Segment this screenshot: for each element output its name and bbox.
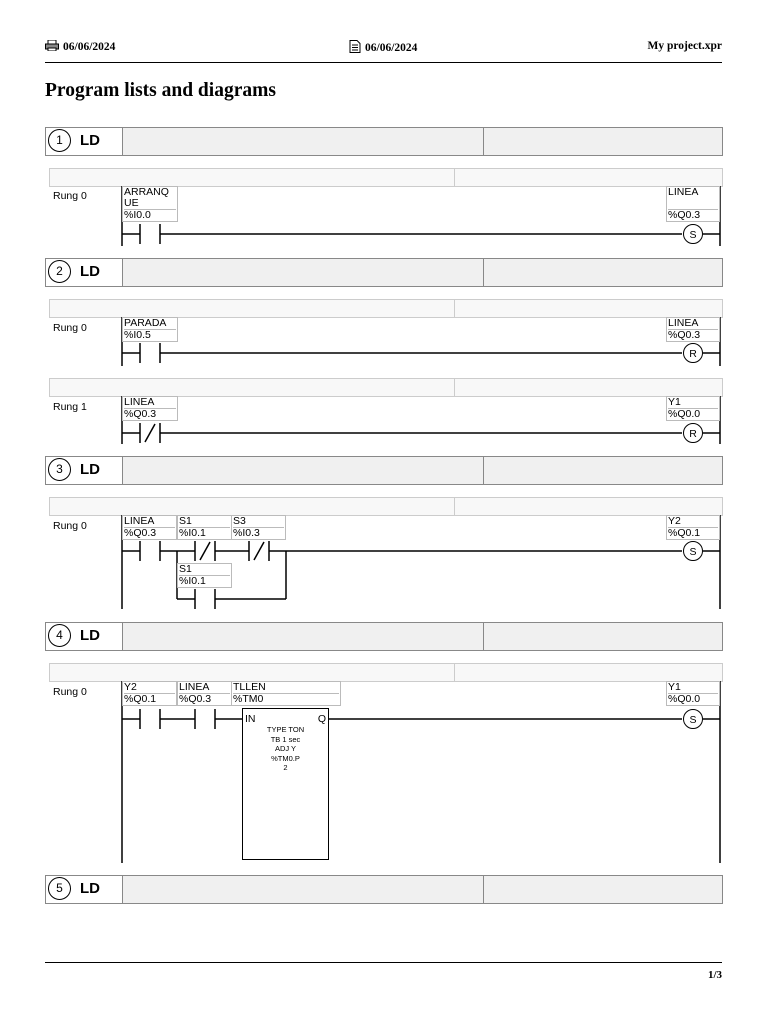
print-date-text: 06/06/2024 xyxy=(63,41,116,53)
reset-coil: R xyxy=(683,423,703,443)
section-number: 3 xyxy=(48,458,71,481)
reset-coil: R xyxy=(683,343,703,363)
contact-label: LINEA %Q0.3 xyxy=(122,515,177,540)
rung-label: Rung 0 xyxy=(53,686,87,698)
coil-label: Y1 %Q0.0 xyxy=(666,396,720,421)
section-number: 4 xyxy=(48,624,71,647)
contact-label: ARRANQ UE %I0.0 xyxy=(122,186,178,222)
section-language: LD xyxy=(80,132,100,149)
page-number: 1/3 xyxy=(707,969,722,981)
timer-output-pin: Q xyxy=(317,713,326,725)
rung-label: Rung 0 xyxy=(53,190,87,202)
timer-param: 2 xyxy=(283,763,288,772)
contact-label: S3 %I0.3 xyxy=(231,515,286,540)
footer-divider xyxy=(45,962,722,963)
contact-label: LINEA %Q0.3 xyxy=(177,681,232,706)
section-language: LD xyxy=(80,263,100,280)
rung-label: Rung 0 xyxy=(53,322,87,334)
coil-label: LINEA %Q0.3 xyxy=(666,317,720,342)
timer-label: TLLEN %TM0 xyxy=(231,681,341,706)
rung-label: Rung 0 xyxy=(53,520,87,532)
timer-param: TB 1 sec xyxy=(270,734,301,744)
contact-label: S1 %I0.1 xyxy=(177,515,232,540)
timer-param: ADJ Y xyxy=(274,744,297,753)
contact-label: PARADA %I0.5 xyxy=(122,317,178,342)
set-coil: S xyxy=(683,709,703,729)
set-coil: S xyxy=(683,541,703,561)
section-language: LD xyxy=(80,461,100,478)
timer-block xyxy=(242,708,329,860)
timer-input-pin: IN xyxy=(245,713,256,725)
timer-param: TYPE TON xyxy=(266,725,305,734)
coil-label: LINEA %Q0.3 xyxy=(666,186,720,222)
timer-params xyxy=(243,725,328,773)
section-number: 5 xyxy=(48,877,71,900)
page-title: Program lists and diagrams xyxy=(45,80,276,101)
contact-label: Y2 %Q0.1 xyxy=(122,681,177,706)
timer-param: %TM0.P xyxy=(271,753,300,763)
section-number: 1 xyxy=(48,129,71,152)
section-number: 2 xyxy=(48,260,71,283)
contact-label: LINEA %Q0.3 xyxy=(122,396,178,421)
section-language: LD xyxy=(80,627,100,644)
file-date-text: 06/06/2024 xyxy=(365,42,418,54)
coil-label: Y1 %Q0.0 xyxy=(666,681,720,706)
set-coil: S xyxy=(683,224,703,244)
section-language: LD xyxy=(80,880,100,897)
contact-label: S1 %I0.1 xyxy=(177,563,232,588)
project-file-name: My project.xpr xyxy=(647,40,722,52)
coil-label: Y2 %Q0.1 xyxy=(666,515,720,540)
rung-label: Rung 1 xyxy=(53,401,87,413)
